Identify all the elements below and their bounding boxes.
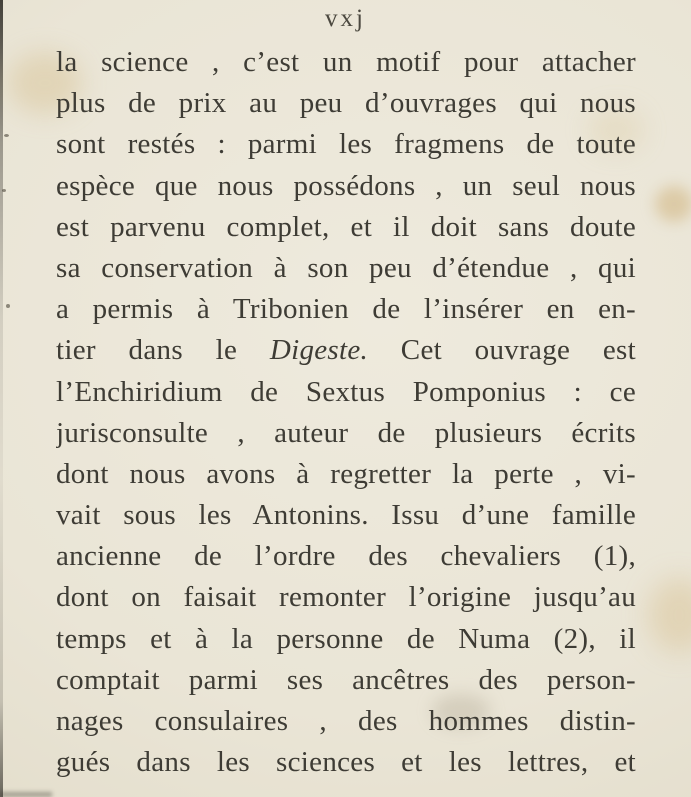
- text-line: [56, 83, 636, 124]
- text-line: [56, 124, 636, 165]
- page-text: [56, 42, 636, 783]
- text-line: [56, 742, 636, 783]
- text-run: sa conservation à son peu d’étendue , qui: [56, 251, 636, 284]
- ink-speck: [6, 304, 10, 308]
- text-run: plus de prix au peu d’ouvrages qui nous: [56, 87, 636, 120]
- paper-stain: [655, 186, 691, 222]
- text-run: gués dans les sciences et les lettres, et: [56, 746, 636, 779]
- text-run: a permis à Tribonien de l’insérer en en-: [56, 293, 636, 326]
- ink-speck: [2, 189, 6, 192]
- text-line: [56, 207, 636, 248]
- text-line: [56, 577, 636, 618]
- text-run: dont on faisait remonter l’origine jusqu’au: [56, 581, 636, 614]
- page-number: vxj: [325, 5, 366, 32]
- text-run: nages consulaires , des hommes distin-: [56, 705, 636, 737]
- text-line: [56, 289, 636, 330]
- text-run: jurisconsulte , auteur de plusieurs écrits: [56, 416, 636, 449]
- scan-left-edge-shadow: [0, 0, 3, 797]
- text-line: [56, 413, 636, 454]
- text-run: ancienne de l’ordre des chevaliers (1),: [56, 540, 636, 573]
- text-run: tier dans le: [56, 334, 270, 367]
- text-line: [56, 454, 636, 495]
- text-run: comptait parmi ses ancêtres des person-: [56, 663, 636, 696]
- text-line: [56, 619, 636, 660]
- text-line: [56, 536, 636, 577]
- text-line: [56, 495, 636, 536]
- text-run: est parvenu complet, et il doit sans doute: [56, 210, 636, 243]
- text-line: [56, 166, 636, 207]
- text-run: l’Enchiridium de Sextus Pomponius : ce: [56, 375, 636, 408]
- text-run: dont nous avons à regretter la perte , vi-: [56, 457, 636, 490]
- text-run: la science , c’est un motif pour attacher: [56, 46, 636, 78]
- text-line: [56, 660, 636, 701]
- paper-stain: [648, 578, 691, 652]
- text-run: vait sous les Antonins. Issu d’une famille: [56, 499, 636, 532]
- text-line: [56, 330, 636, 371]
- text-line: [56, 372, 636, 413]
- ink-speck: [4, 134, 9, 137]
- text-run: sont restés : parmi les fragmens de toute: [56, 128, 636, 161]
- italic-text-run: Digeste.: [269, 334, 369, 367]
- text-line: [56, 701, 636, 742]
- text-run: Cet ouvrage est: [368, 334, 636, 367]
- text-line: [56, 248, 636, 289]
- text-run: espèce que nous possédons , un seul nous: [56, 169, 636, 202]
- text-line: [56, 42, 636, 83]
- text-run: temps et à la personne de Numa (2), il: [56, 622, 636, 655]
- scan-bottom-edge-shadow: [0, 792, 52, 797]
